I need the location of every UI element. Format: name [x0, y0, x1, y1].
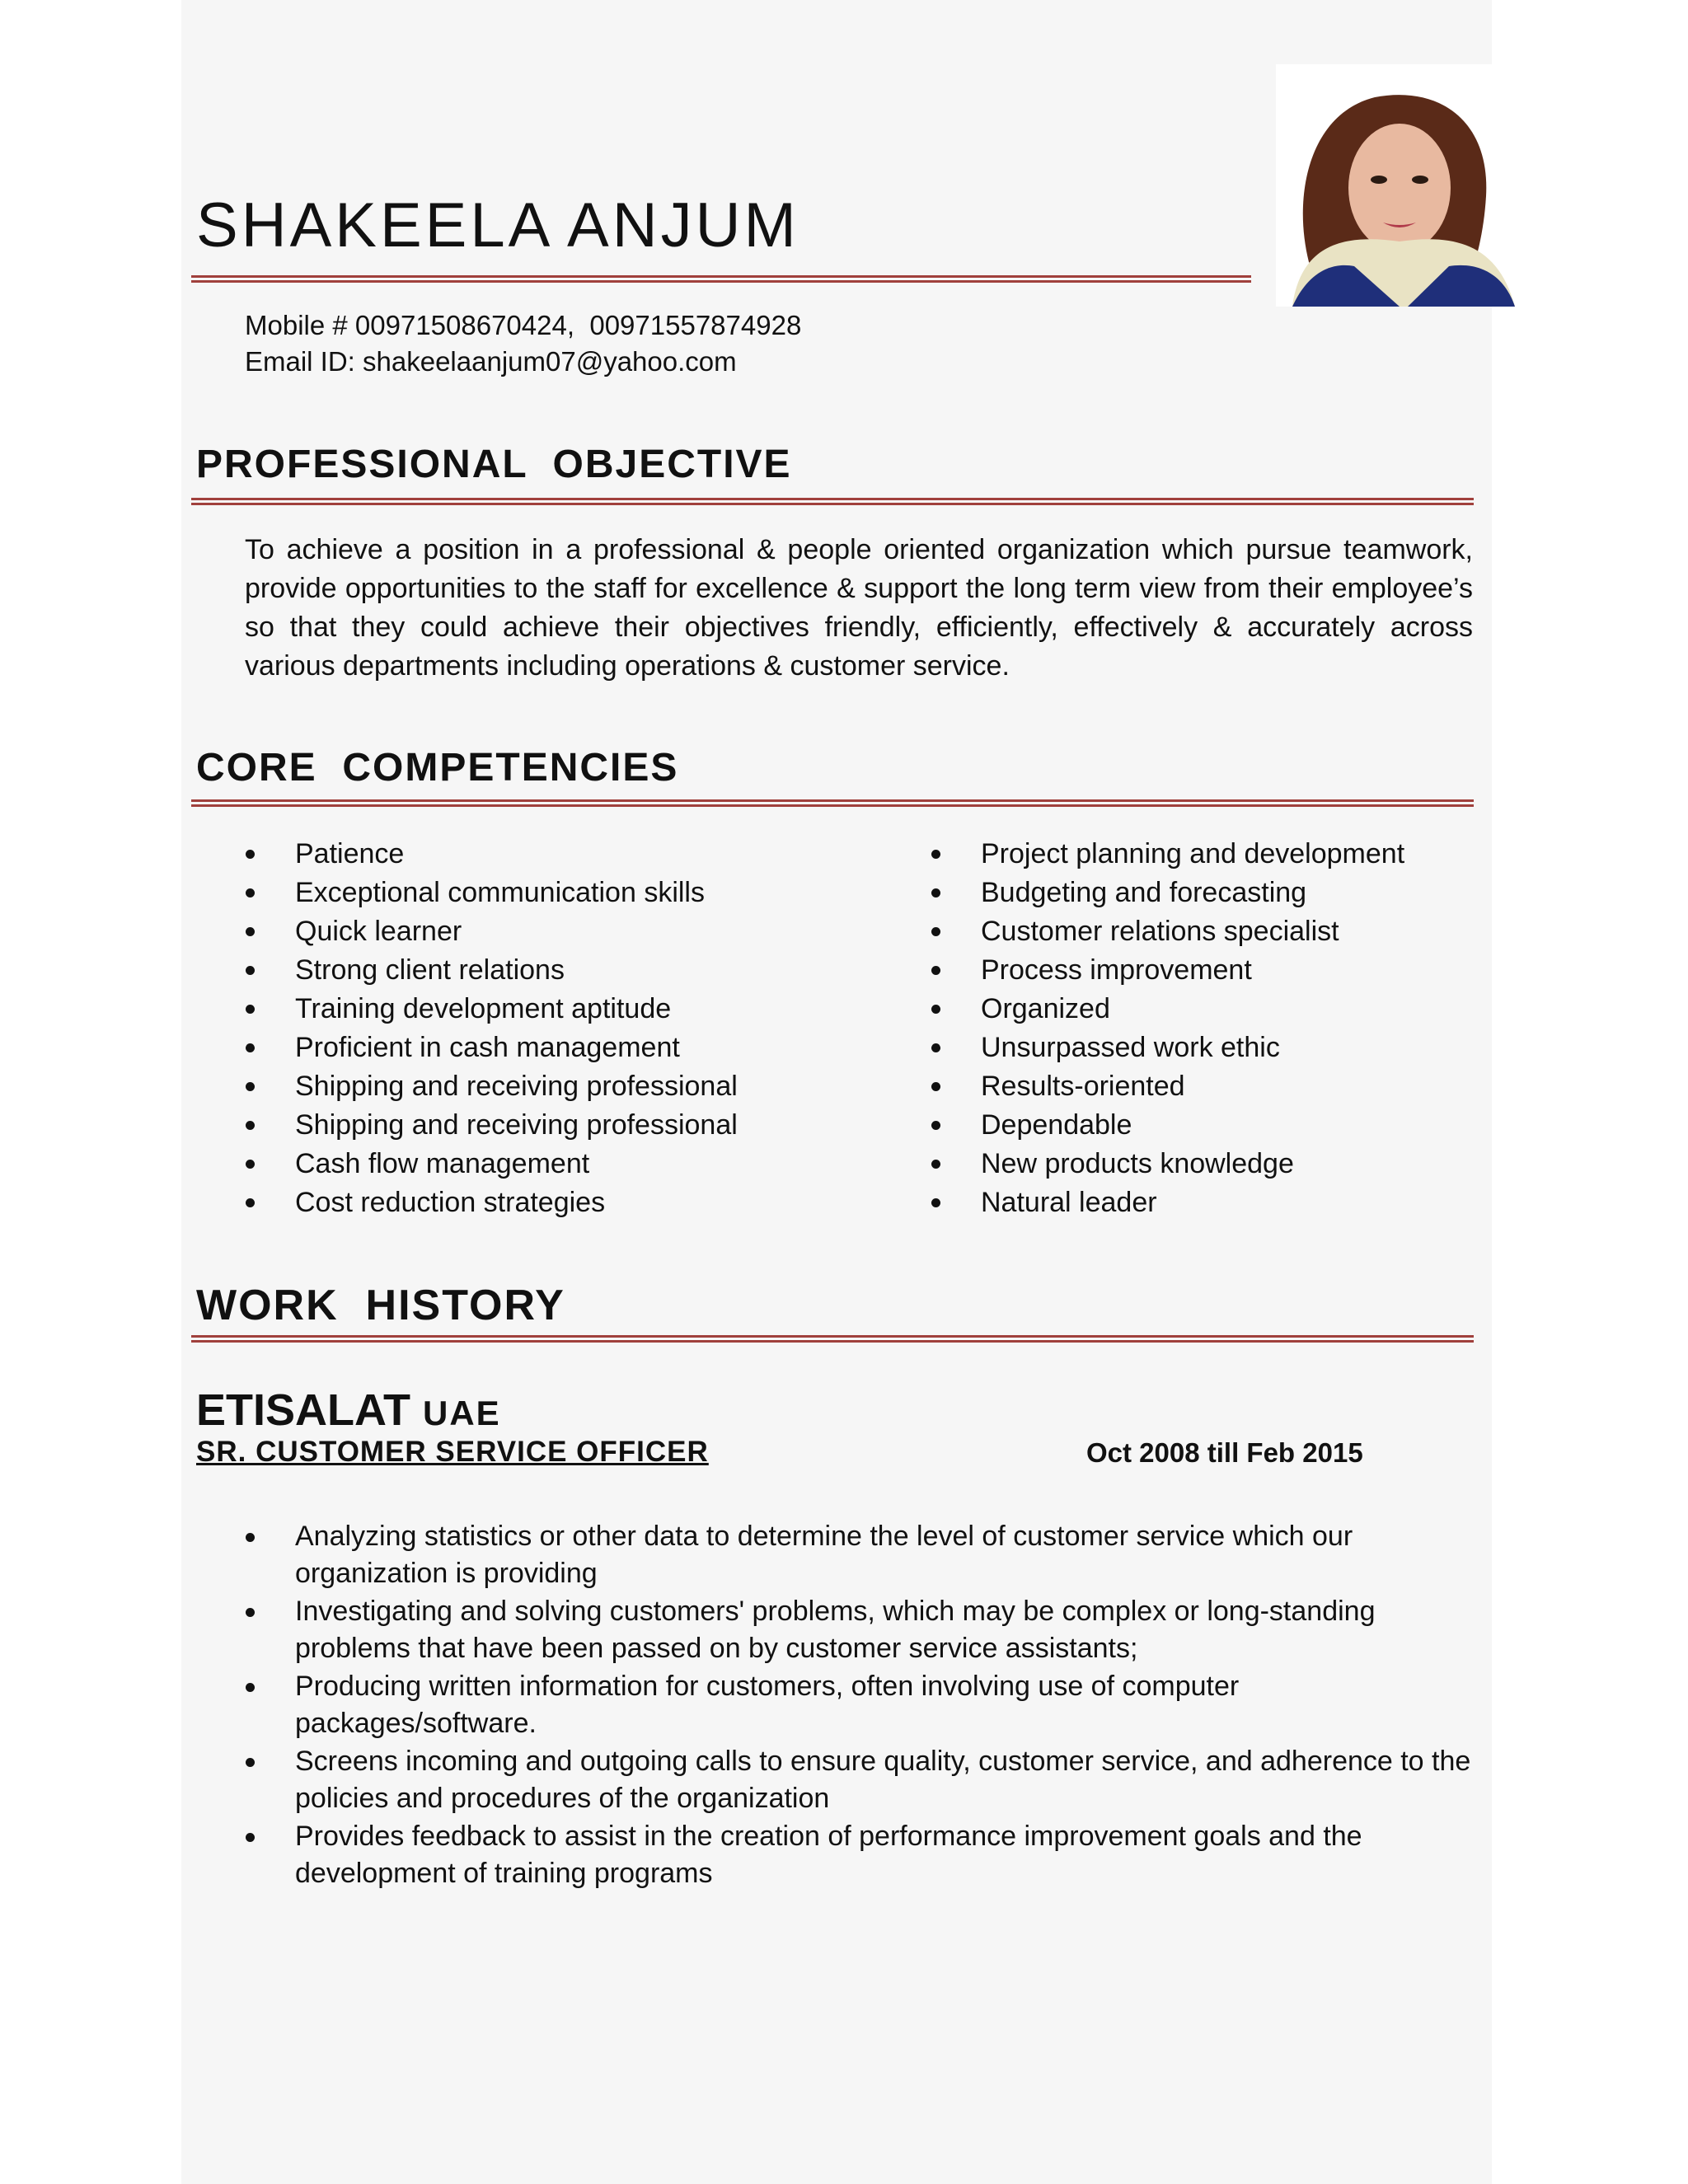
list-item: Organized	[931, 990, 1404, 1029]
list-item: Cost reduction strategies	[246, 1183, 738, 1222]
objective-divider	[191, 498, 1474, 505]
bullet-icon	[931, 1121, 940, 1130]
competencies-divider	[191, 799, 1474, 807]
list-item: Process improvement	[931, 951, 1404, 990]
employment-dates: Oct 2008 till Feb 2015	[1086, 1437, 1363, 1468]
bullet-icon	[931, 1198, 940, 1207]
bullet-icon	[246, 1608, 255, 1617]
section-title-competencies: CORE COMPETENCIES	[196, 746, 679, 790]
bullet-icon	[931, 850, 940, 859]
company-heading	[196, 1385, 501, 1436]
list-item: Natural leader	[931, 1183, 1404, 1222]
list-item: Producing written information for customers, often involving use of computer packages/software.	[246, 1668, 1474, 1742]
bullet-icon	[246, 966, 255, 975]
bullet-icon	[931, 927, 940, 936]
list-item: Training development aptitude	[246, 990, 738, 1029]
job-duties-list	[246, 1518, 1474, 1893]
list-item: Investigating and solving customers' problems, which may be complex or long-standing problems that have been passed on by customer service assistants;	[246, 1593, 1474, 1667]
list-item: Unsurpassed work ethic	[931, 1029, 1404, 1067]
bullet-icon	[246, 1683, 255, 1692]
candidate-name: SHAKEELA ANJUM	[196, 190, 799, 260]
bullet-icon	[931, 888, 940, 898]
bullet-icon	[246, 1833, 255, 1842]
list-item: Provides feedback to assist in the creation of performance improvement goals and the development of training programs	[246, 1818, 1474, 1892]
bullet-icon	[246, 1533, 255, 1542]
list-item: Customer relations specialist	[931, 912, 1404, 951]
mobile-numbers: Mobile # 00971508670424, 00971557874928	[245, 310, 802, 340]
list-item: Quick learner	[246, 912, 738, 951]
list-item: Project planning and development	[931, 835, 1404, 874]
list-item: Dependable	[931, 1106, 1404, 1145]
list-item: Exceptional communication skills	[246, 874, 738, 912]
bullet-icon	[931, 966, 940, 975]
bullet-icon	[246, 927, 255, 936]
email-address: Email ID: shakeelaanjum07@yahoo.com	[245, 346, 737, 377]
bullet-icon	[931, 1043, 940, 1052]
bullet-icon	[931, 1005, 940, 1014]
bullet-icon	[246, 1198, 255, 1207]
job-title: SR. CUSTOMER SERVICE OFFICER	[196, 1436, 709, 1468]
bullet-icon	[246, 1160, 255, 1169]
list-item: Screens incoming and outgoing calls to ensure quality, customer service, and adherence to the policies and procedures of the organization	[246, 1743, 1474, 1817]
bullet-icon	[931, 1082, 940, 1091]
bullet-icon	[246, 1121, 255, 1130]
objective-text: To achieve a position in a professional & people oriented organization which pursue teamwork, provide opportunities to the staff for excellence & support the long term view from their employee’s so that they could achieve their objectives friendly, efficiently, effectively & accurately across various departments including operations & customer service.	[245, 534, 1473, 682]
list-item: Shipping and receiving professional	[246, 1106, 738, 1145]
profile-photo	[1276, 64, 1526, 307]
header-divider	[191, 275, 1251, 283]
competencies-left-list	[246, 835, 738, 1222]
bullet-icon	[246, 1043, 255, 1052]
bullet-icon	[246, 888, 255, 898]
list-item: Strong client relations	[246, 951, 738, 990]
section-title-objective: PROFESSIONAL OBJECTIVE	[196, 443, 792, 486]
section-title-work-history: WORK HISTORY	[196, 1282, 565, 1329]
bullet-icon	[246, 1005, 255, 1014]
company-location: UAE	[423, 1394, 501, 1432]
list-item: New products knowledge	[931, 1145, 1404, 1183]
work-history-divider	[191, 1335, 1474, 1343]
list-item: Results-oriented	[931, 1067, 1404, 1106]
list-item: Proficient in cash management	[246, 1029, 738, 1067]
bullet-icon	[246, 1758, 255, 1767]
list-item: Patience	[246, 835, 738, 874]
bullet-icon	[246, 850, 255, 859]
bullet-icon	[246, 1082, 255, 1091]
list-item: Shipping and receiving professional	[246, 1067, 738, 1106]
list-item: Budgeting and forecasting	[931, 874, 1404, 912]
competencies-right-list	[931, 835, 1404, 1222]
company-name: ETISALAT	[196, 1385, 410, 1435]
list-item: Analyzing statistics or other data to determine the level of customer service which our organization is providing	[246, 1518, 1474, 1592]
bullet-icon	[931, 1160, 940, 1169]
list-item: Cash flow management	[246, 1145, 738, 1183]
